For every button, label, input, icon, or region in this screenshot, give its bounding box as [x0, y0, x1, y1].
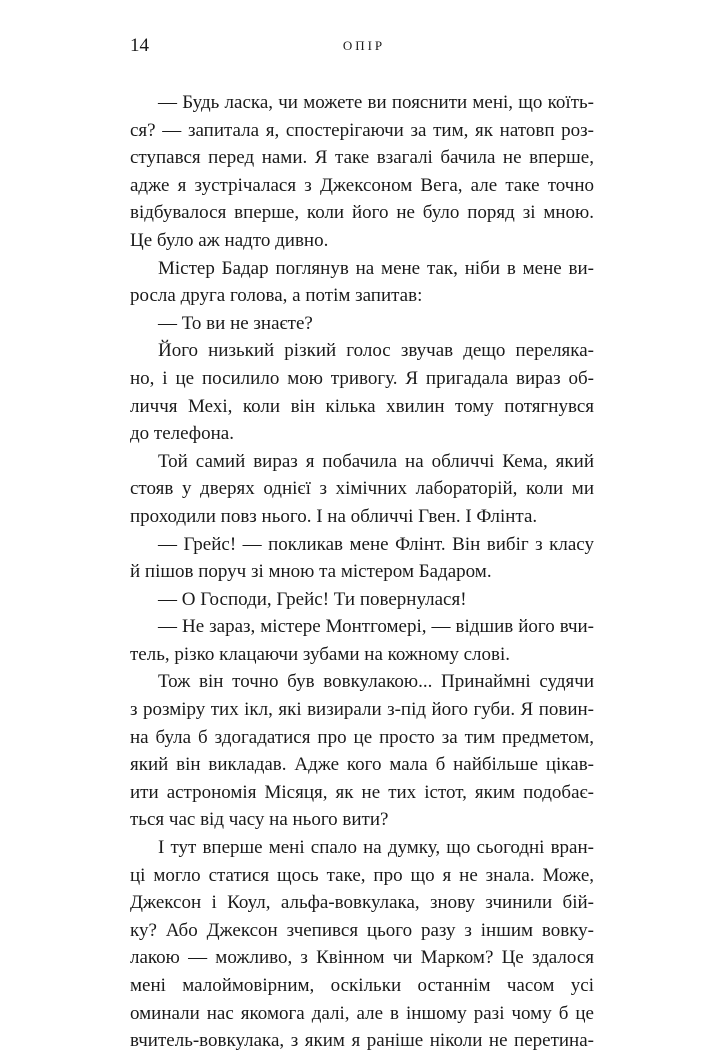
text-line: до телефона. — [130, 423, 234, 445]
text-line: лакою — можливо, з Квінном чи Марком? Це здалося — [130, 947, 594, 969]
text-line: Його низький різкий голос звучав дещо переляка- — [158, 340, 594, 362]
text-line: мені малоймовірним, оскільки останнім часом усі — [130, 975, 594, 996]
text-line: й пішов поруч зі мною та містером Бадаром. — [130, 561, 492, 583]
page-number: 14 — [130, 35, 149, 56]
text-line: який він викладав. Адже кого мала б найбільше цікав- — [130, 754, 594, 776]
text-line: Тож він точно був вовкулакою... Принаймні судячи — [158, 671, 594, 693]
text-line: на була б здогадатися про це просто за тим предметом, — [130, 726, 594, 748]
text-line: стояв у дверях однієї з хімічних лабораторій, коли ми — [130, 478, 594, 500]
text-line: росла друга голова, а потім запитав: — [130, 285, 423, 307]
text-line: Той самий вираз я побачила на обличчі Кема, який — [158, 450, 594, 472]
text-line: — То ви не знаєте? — [158, 312, 313, 334]
text-line: тель, різко клацаючи зубами на кожному слові. — [130, 643, 511, 665]
text-line: проходили повз нього. І на обличчі Гвен. І Флінта. — [130, 505, 538, 527]
text-line: вчитель-вовкулака, з яким я раніше ніколи не перетина- — [130, 1030, 594, 1052]
text-line: з розміру тих ікл, які визирали з-під його губи. Я повин- — [130, 699, 594, 721]
text-line: ся? — запитала я, спостерігаючи за тим, як натовп роз- — [130, 119, 594, 141]
text-line: но, і це посилило мою тривогу. Я пригадала вираз об- — [130, 367, 594, 389]
text-line: личчя Мехі, коли він кілька хвилин тому потягнувся — [130, 395, 594, 417]
text-line: ці могло статися щось таке, про що я не знала. Може, — [130, 864, 594, 886]
text-line: ться час від часу на нього вити? — [130, 809, 389, 831]
text-line: І тут вперше мені спало на думку, що сьогодні вран- — [158, 837, 594, 859]
text-line: відбувалося вперше, коли його не було поряд зі мною. — [130, 202, 594, 224]
text-line: — Будь ласка, чи можете ви пояснити мені, що коїть- — [158, 92, 594, 113]
text-line: — Грейс! — покликав мене Флінт. Він вибіг з класу — [158, 533, 594, 555]
text-line: оминали нас якомога далі, але в іншому разі чому б це — [130, 1002, 594, 1024]
text-line: — Не зараз, містере Монтгомері, — відшив його вчи- — [158, 616, 594, 638]
text-line: адже я зустрічалася з Джексоном Вега, але таке точно — [130, 174, 594, 196]
text-line: Містер Бадар поглянув на мене так, ніби в мене ви- — [158, 257, 594, 279]
running-title: ОПІР — [342, 38, 386, 53]
text-line: ку? Або Джексон зчепився цього разу з іншим вовку- — [130, 919, 594, 941]
text-line: ступався перед нами. Я таке взагалі бачила не вперше, — [130, 147, 594, 169]
text-line: — О Господи, Грейс! Ти повернулася! — [158, 588, 467, 610]
text-line: Це було аж надто дивно. — [130, 229, 329, 251]
text-line: Джексон і Коул, альфа-вовкулака, знову зчинили бій- — [130, 892, 594, 914]
body-text — [130, 89, 594, 1055]
text-line: ити астрономія Місяця, як не тих істот, яким подобає- — [130, 781, 594, 803]
